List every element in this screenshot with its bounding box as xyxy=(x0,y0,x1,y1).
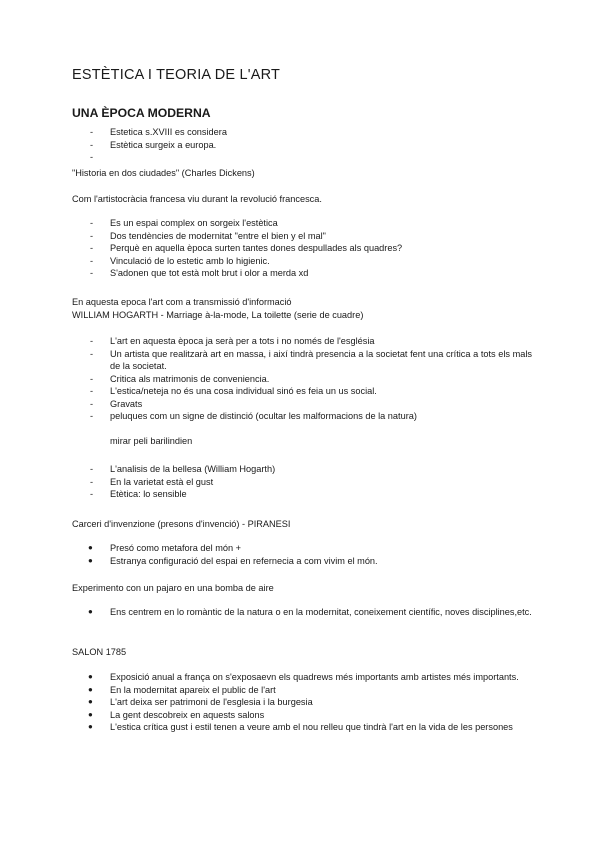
list-item: - Es un espai complex on sorgeix l'estètica xyxy=(90,218,278,228)
list-item: - L'analisis de la bellesa (William Hogarth) xyxy=(90,464,276,474)
list-item: - Dos tendències de modernitat "entre el bien y el mal" xyxy=(90,230,326,241)
dash-bullet: - xyxy=(90,152,94,162)
dot-bullet: ● xyxy=(88,555,93,565)
dot-list-piranesi xyxy=(72,542,532,567)
paragraph: SALON 1785 xyxy=(72,647,127,657)
dash-bullet: - xyxy=(90,373,94,384)
dash-bullet: - xyxy=(90,386,94,396)
paragraph: Experimento con un pajaro en una bomba de aire xyxy=(72,583,274,593)
dot-bullet: ● xyxy=(88,697,93,706)
quote-line: "Historia en dos ciudades" (Charles Dickens) xyxy=(72,168,255,178)
dash-bullet: - xyxy=(90,127,94,137)
paragraph: Carceri d'invenzione (presons d'invenció) - PIRANESI xyxy=(72,519,291,529)
dash-bullet: - xyxy=(90,139,94,150)
list-item: - L'art en aquesta època ja serà per a tots i no només de l'església xyxy=(90,336,375,346)
dash-bullet: - xyxy=(90,255,94,266)
list-item: ● La gent descobreix en aquests salons xyxy=(88,709,265,720)
list-item: - peluques com un signe de distinció (ocultar les malformacions de la natura) xyxy=(90,411,417,421)
list-item xyxy=(72,151,532,164)
list-item: - Un artista que realitzarà art en massa, i així tindrà presencia a la societat fent una crítica a tots els mals de la societat. xyxy=(90,348,532,371)
note-line: mirar peli barilindien xyxy=(110,436,193,446)
list-item: - Vinculació de lo estetic amb lo higienic. xyxy=(90,255,270,266)
section-heading: UNA ÈPOCA MODERNA xyxy=(72,106,211,120)
list-item: - Gravats xyxy=(90,398,143,409)
dot-bullet: ● xyxy=(88,684,93,694)
list-item: - Estètica surgeix a europa. xyxy=(90,139,217,150)
dash-list-aristocracy xyxy=(72,217,532,280)
dash-bullet: - xyxy=(90,398,94,409)
list-item: ● Estranya configuració del espai en refernecia a com vivim el món. xyxy=(88,555,378,566)
list-item: - S'adonen que tot està molt brut i olor a merda xd xyxy=(90,268,309,278)
document-title: ESTÈTICA I TEORIA DE L'ART xyxy=(72,67,281,83)
list-item: - En la varietat està el gust xyxy=(90,476,214,487)
dot-list-experiment xyxy=(72,606,532,619)
dash-bullet: - xyxy=(90,411,94,421)
list-item: ● Ens centrem en lo romàntic de la natura o en la modernitat, coneixement científic, noves disciplines,etc. xyxy=(88,607,532,617)
dash-list-intro xyxy=(72,126,532,164)
dash-bullet: - xyxy=(90,230,94,241)
list-item: ● En la modernitat apareix el public de l'art xyxy=(88,684,276,695)
dash-bullet: - xyxy=(90,336,94,346)
dash-bullet: - xyxy=(90,243,94,253)
list-item: - Perquè en aquella època surten tantes dones despullades als quadres? xyxy=(90,243,403,253)
dash-bullet: - xyxy=(90,476,94,487)
dot-bullet: ● xyxy=(88,607,93,616)
list-item: ● L'art deixa ser patrimoni de l'esglesia i la burgesia xyxy=(88,697,313,707)
dash-bullet: - xyxy=(90,464,94,474)
dot-bullet: ● xyxy=(88,672,93,681)
dot-bullet: ● xyxy=(88,543,93,552)
dot-bullet: ● xyxy=(88,722,93,731)
dash-bullet: - xyxy=(90,489,94,499)
list-item: ● L'estica crítica gust i estil tenen a veure amb el nou relleu que tindrà l'art en la vida de les persones xyxy=(88,722,513,732)
list-item: - Estetica s.XVIII es considera xyxy=(90,127,227,137)
dash-bullet: - xyxy=(90,268,94,278)
list-item: ● Exposició anual a frança on s'exposaevn els quadrews més importants amb artistes més importants. xyxy=(88,672,519,682)
dash-bullet: - xyxy=(90,348,94,359)
list-item: - Critica als matrimonis de conveniencia. xyxy=(90,373,270,384)
list-item: ● Presó como metafora del món + xyxy=(88,543,241,553)
paragraph: Com l'artistocràcia francesa viu durant la revolució francesca. xyxy=(72,194,322,204)
dot-list-salon xyxy=(72,671,532,734)
dash-bullet: - xyxy=(90,218,94,228)
dash-list-beauty xyxy=(72,463,532,501)
list-item: - Etètica: lo sensible xyxy=(90,489,187,499)
dash-list-hogarth xyxy=(72,335,532,423)
dot-bullet: ● xyxy=(88,709,93,719)
paragraph: WILLIAM HOGARTH - Marriage à-la-mode, La toilette (serie de cuadre) xyxy=(72,310,364,320)
list-item: - L'estica/neteja no és una cosa individual sinó es feia un us social. xyxy=(90,386,377,396)
paragraph: En aquesta epoca l'art com a transmissió d'informació xyxy=(72,297,292,307)
